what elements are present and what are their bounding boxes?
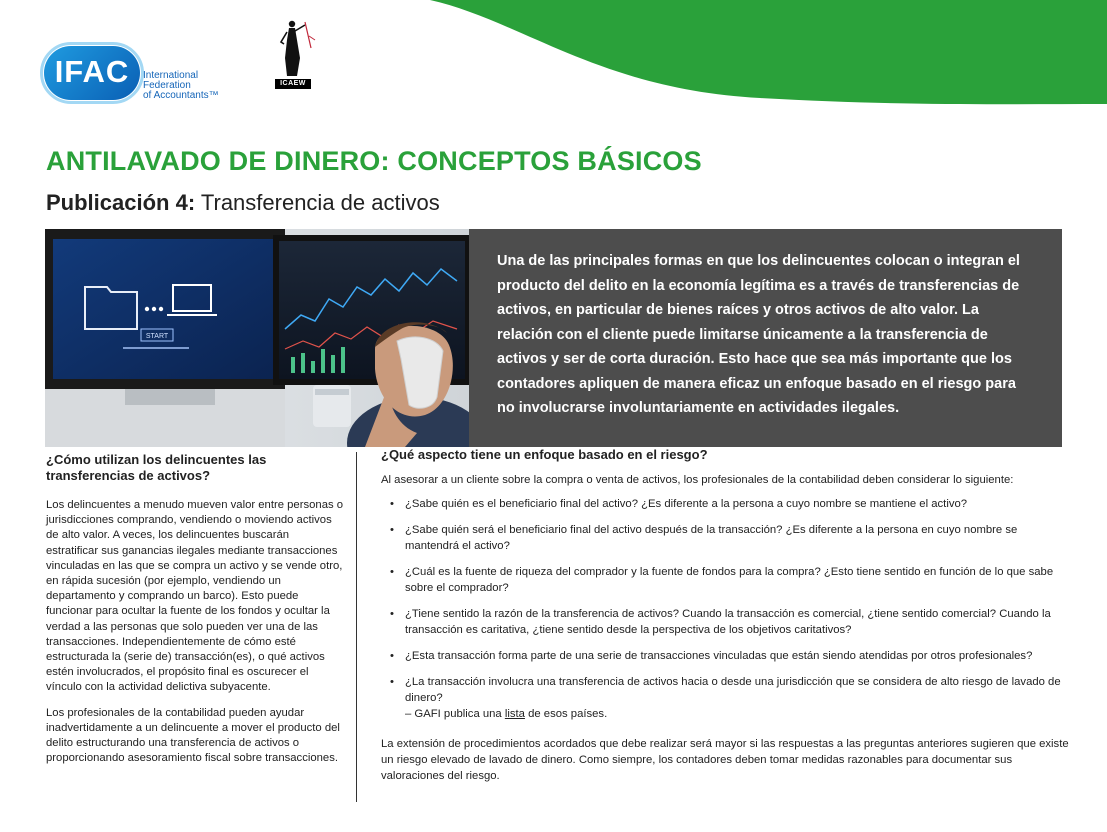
publication-number: Publicación 4: xyxy=(46,190,196,215)
right-closing: La extensión de procedimientos acordados que debe realizar será mayor si las respuestas a las preguntas anteriores sugieren que existe un riesgo elevado de lavado de dinero. Como siempre, los contadores deben tomar medidas razonables para documentar sus valoraciones del riesgo. xyxy=(381,738,1069,782)
ifac-line-2: Federation xyxy=(143,80,191,91)
publication-topic: Transferencia de activos xyxy=(195,190,440,215)
ifac-line-3: of Accountants™ xyxy=(143,90,219,101)
page-title: ANTILAVADO DE DINERO: CONCEPTOS BÁSICOS xyxy=(46,146,702,176)
page-subtitle xyxy=(46,190,440,216)
list-item: • ¿Sabe quién es el beneficiario final del activo? ¿Es diferente a la persona a cuyo nombre se mantiene el activo? xyxy=(381,496,1071,512)
intro-box xyxy=(469,229,1062,447)
left-paragraph-2: Los profesionales de la contabilidad pueden ayudar inadvertidamente a un delincuente a mover el producto del delito estructurando una transferencia de activos o proporcionando asesoramiento fiscal sobre transacciones. xyxy=(46,706,340,765)
ifac-line-1: International xyxy=(143,70,199,81)
list-item: • ¿Cuál es la fuente de riqueza del comprador y la fuente de fondos para la compra? ¿Esto tiene sentido en función de lo que sabe sobre el comprador? xyxy=(381,564,1071,596)
list-item: • ¿Esta transacción forma parte de una serie de transacciones vinculadas que están siendo atendidas por otros profesionales? xyxy=(381,648,1071,664)
list-item: • ¿Tiene sentido la razón de la transferencia de activos? Cuando la transacción es comercial, ¿tiene sentido comercial? Cuando la transacción es caritativa, ¿tiene sentido desde la perspectiva de los objetivos caritativos? xyxy=(381,606,1071,638)
risk-questions-list xyxy=(381,496,1071,722)
list-item-text: ¿La transacción involucra una transferencia de activos hacia o desde una jurisdicción que se considera de alto riesgo de lavado de dinero? xyxy=(405,676,1061,704)
ifac-globe-icon xyxy=(44,46,140,100)
gafi-note-suffix: de esos países. xyxy=(524,708,608,720)
list-item xyxy=(381,674,1071,722)
intro-text: Una de las principales formas en que los delincuentes colocan o integran el producto del delito en la economía legítima es a través de transferencias de activos, en particular de bienes raíces y otros activos de alto valor. La relación con el cliente puede limitarse únicamente a la transferencia de activos y ser de corta duración. Esto hace que sea más importante que los contadores apliquen de manera eficaz un enfoque basado en el riesgo para no involucrarse involuntariamente en actividades ilegales. xyxy=(497,253,1020,416)
right-heading: ¿Qué aspecto tiene un enfoque basado en el riesgo? xyxy=(381,447,708,462)
hero-illustration xyxy=(45,229,469,447)
justice-figure-icon xyxy=(275,18,323,80)
column-divider xyxy=(356,452,357,802)
gafi-list-link[interactable]: lista xyxy=(504,708,525,720)
left-paragraph-1: Los delincuentes a menudo mueven valor entre personas o jurisdicciones comprando, vendiendo o moviendo activos de alto valor. A veces, los delincuentes buscarán estratificar sus ganancias ilegales mediante transacciones vinculadas en las que se compra un activo y se vende otro, en rápida sucesión (por ejemplo, vendiendo un departamento y comprando un barco). Esto puede funcionar para ocultar la fuente de los fondos y ocultar la verdad a las personas que solo pueden ver una de las transacciones. Independientemente de cómo esté estructurada la (serie de) transacción(es), o qué activos estén involucrados, el propósito final es oscurecer el vínculo con la actividad delictiva subyacente. xyxy=(46,499,344,694)
left-heading: ¿Cómo utilizan los delincuentes las transferencias de activos? xyxy=(46,452,267,483)
right-column xyxy=(381,447,1071,784)
icaew-logo xyxy=(275,18,323,90)
start-label: START xyxy=(145,333,169,340)
icaew-label: ICAEW xyxy=(275,79,311,89)
left-column xyxy=(46,452,344,766)
ifac-wordmark xyxy=(143,71,219,101)
hero-photo xyxy=(45,229,469,447)
gafi-note-prefix: – GAFI publica una xyxy=(405,708,505,720)
ifac-logo xyxy=(44,40,244,110)
list-item: • ¿Sabe quién será el beneficiario final del activo después de la transacción? ¿Es diferente a la persona en cuyo nombre se mantendrá el activo? xyxy=(381,522,1071,554)
right-lead: Al asesorar a un cliente sobre la compra o venta de activos, los profesionales de la contabilidad deben considerar lo siguiente: xyxy=(381,474,1014,486)
ifac-mark: IFAC xyxy=(54,54,130,89)
